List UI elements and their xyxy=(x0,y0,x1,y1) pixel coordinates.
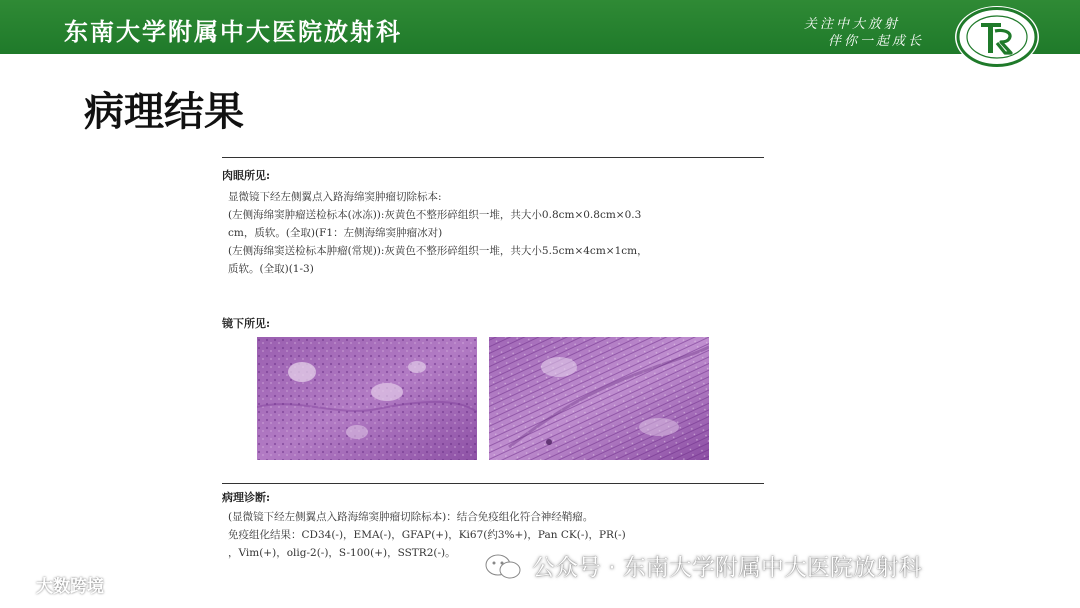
slogan-line-1: 关注中大放射 xyxy=(804,17,901,32)
brand-logo-icon xyxy=(8,572,34,598)
gross-heading: 肉眼所见: xyxy=(222,169,271,182)
wechat-watermark: 公众号 · 东南大学附属中大医院放射科 xyxy=(532,555,922,581)
mid-rule xyxy=(222,483,764,484)
brand-watermark: 大数跨境 xyxy=(36,577,104,597)
gross-line: 质软。(全取)(1-3) xyxy=(228,263,314,275)
hospital-logo xyxy=(953,3,1041,69)
pathology-report xyxy=(222,155,764,565)
slogan-line-2: 伴你一起成长 xyxy=(828,34,925,49)
gross-line: (左侧海绵窦送检标本肿瘤(常规)):灰黄色不整形碎组织一堆，共大小5.5cm×4cm×1cm， xyxy=(228,245,648,257)
gross-line: cm，质软。(全取)(F1：左侧海绵窦肿瘤冰对) xyxy=(228,227,443,239)
wechat-icon xyxy=(484,553,524,585)
micro-heading: 镜下所见: xyxy=(222,317,271,330)
top-rule xyxy=(222,157,764,158)
diagnosis-line: ，Vim(+)，olig-2(-)，S-100(+)，SSTR2(-)。 xyxy=(228,547,456,559)
diagnosis-heading: 病理诊断: xyxy=(222,491,271,504)
hospital-title: 东南大学附属中大医院放射科 xyxy=(64,17,402,46)
header-band xyxy=(0,0,1080,54)
gross-line: 显微镜下经左侧翼点入路海绵窦肿瘤切除标本: xyxy=(228,191,442,203)
diagnosis-line: (显微镜下经左侧翼点入路海绵窦肿瘤切除标本)：结合免疫组化符合神经鞘瘤。 xyxy=(228,511,594,523)
slide-title: 病理结果 xyxy=(84,89,244,135)
diagnosis-line: 免疫组化结果：CD34(-)，EMA(-)，GFAP(+)，Ki67(约3%+)，Pan CK(-)，PR(-) xyxy=(228,529,626,541)
micrograph-image-1 xyxy=(257,337,477,460)
gross-line: (左侧海绵窦肿瘤送检标本(冰冻)):灰黄色不整形碎组织一堆，共大小0.8cm×0.8cm×0.3 xyxy=(228,209,642,221)
micrograph-image-2 xyxy=(489,337,709,460)
